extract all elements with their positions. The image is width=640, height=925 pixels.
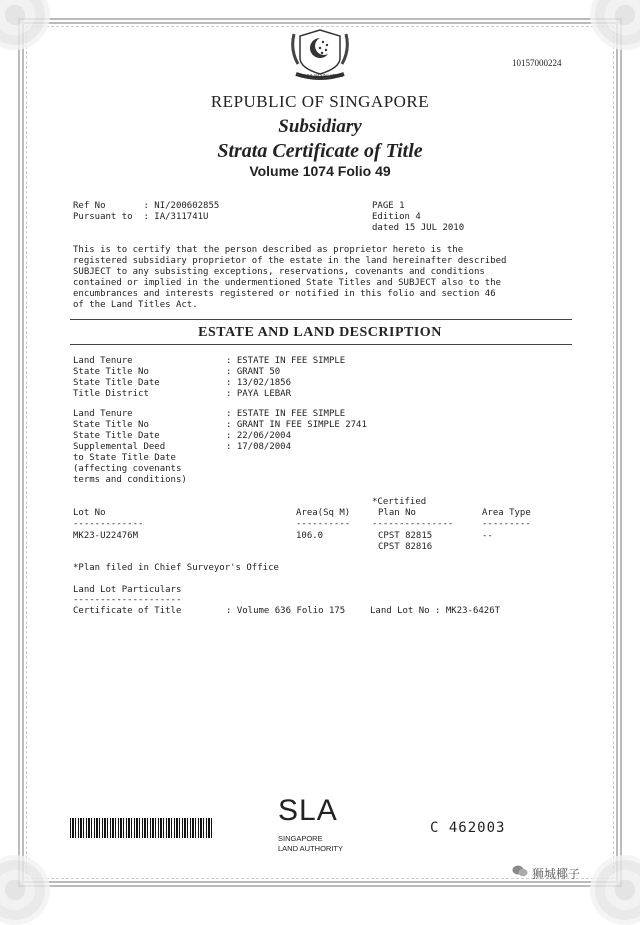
certify-line: SUBJECT to any subsisting exceptions, reservations, covenants and conditions <box>73 267 485 277</box>
field-label: Land Tenure <box>73 409 133 419</box>
table-dashes: --------- <box>482 519 531 529</box>
field-label: Land Tenure <box>73 356 133 366</box>
table-header: Area Type <box>482 508 531 518</box>
certified-note: *Certified <box>372 497 427 507</box>
field-value: : GRANT 50 <box>226 367 281 377</box>
table-header: Plan No <box>378 508 416 518</box>
land-lot-dashes: -------------------- <box>73 595 182 605</box>
edition: Edition 4 <box>372 212 421 222</box>
sla-logo-subtitle: SINGAPORE LAND AUTHORITY <box>278 834 344 853</box>
table-cell: CPST 82815 <box>378 531 433 541</box>
table-dashes: --------------- <box>372 519 454 529</box>
table-dashes: ---------- <box>296 519 351 529</box>
barcode <box>70 818 212 838</box>
section-rule-top <box>70 319 572 320</box>
certify-line: This is to certify that the person described as proprietor hereto is the <box>73 245 464 255</box>
table-cell: 106.0 <box>296 531 324 541</box>
page-number: PAGE 1 <box>372 201 405 211</box>
serial-number: 10157000224 <box>512 58 562 68</box>
ref-no: Ref No : NI/200602855 <box>73 201 220 211</box>
table-cell: CPST 82816 <box>378 542 433 552</box>
watermark: 狮城椰子 <box>532 867 581 881</box>
field-value: : 22/06/2004 <box>226 431 292 441</box>
certify-line: contained or implied in the undermentioned State Titles and SUBJECT also to the <box>73 278 502 288</box>
certify-line: of the Land Titles Act. <box>73 300 198 310</box>
section-rule-bottom <box>70 344 572 345</box>
plan-note: *Plan filed in Chief Surveyor's Office <box>73 563 279 573</box>
field-value: : 17/08/2004 <box>226 442 292 452</box>
table-header: Area(Sq M) <box>296 508 351 518</box>
field-label: (affecting covenants <box>73 464 182 474</box>
field-value: : GRANT IN FEE SIMPLE 2741 <box>226 420 367 430</box>
certificate-number: C 462003 <box>430 820 506 836</box>
field-label: to State Title Date <box>73 453 176 463</box>
country-heading: REPUBLIC OF SINGAPORE <box>210 92 430 111</box>
field-label: terms and conditions) <box>73 475 187 485</box>
land-lot-no: Land Lot No : MK23-6426T <box>370 606 501 616</box>
certify-line: encumbrances and interests registered or notified in this folio and section 46 <box>73 289 496 299</box>
field-label: State Title Date <box>73 378 160 388</box>
pursuant-to: Pursuant to : IA/311741U <box>73 212 209 222</box>
table-cell: -- <box>482 531 493 541</box>
field-value: : 13/02/1856 <box>226 378 292 388</box>
wechat-icon <box>512 864 528 878</box>
dated: dated 15 JUL 2010 <box>372 223 465 233</box>
crest-motto: MAJULAH SINGAPURA <box>300 73 344 78</box>
field-value: : PAYA LEBAR <box>226 389 292 399</box>
field-label: State Title Date <box>73 431 160 441</box>
certificate-heading: Strata Certificate of Title <box>217 140 423 162</box>
section-title: ESTATE AND LAND DESCRIPTION <box>198 325 442 340</box>
table-header: Lot No <box>73 508 106 518</box>
land-lot-heading: Land Lot Particulars <box>73 585 182 595</box>
field-label: Supplemental Deed <box>73 442 166 452</box>
table-dashes: ------------- <box>73 519 144 529</box>
sla-logo: SLA <box>278 794 338 827</box>
certificate-of-title-label: Certificate of Title <box>73 606 182 616</box>
table-cell: MK23-U22476M <box>73 531 139 541</box>
field-label: State Title No <box>73 367 149 377</box>
field-value: : ESTATE IN FEE SIMPLE <box>226 409 346 419</box>
subsidiary-heading: Subsidiary <box>278 116 362 137</box>
field-label: State Title No <box>73 420 149 430</box>
volume-folio-heading: Volume 1074 Folio 49 <box>249 163 391 179</box>
field-label: Title District <box>73 389 149 399</box>
certify-line: registered subsidiary proprietor of the estate in the land hereinafter described <box>73 256 507 266</box>
certificate-of-title-value: : Volume 636 Folio 175 <box>226 606 346 616</box>
field-value: : ESTATE IN FEE SIMPLE <box>226 356 346 366</box>
